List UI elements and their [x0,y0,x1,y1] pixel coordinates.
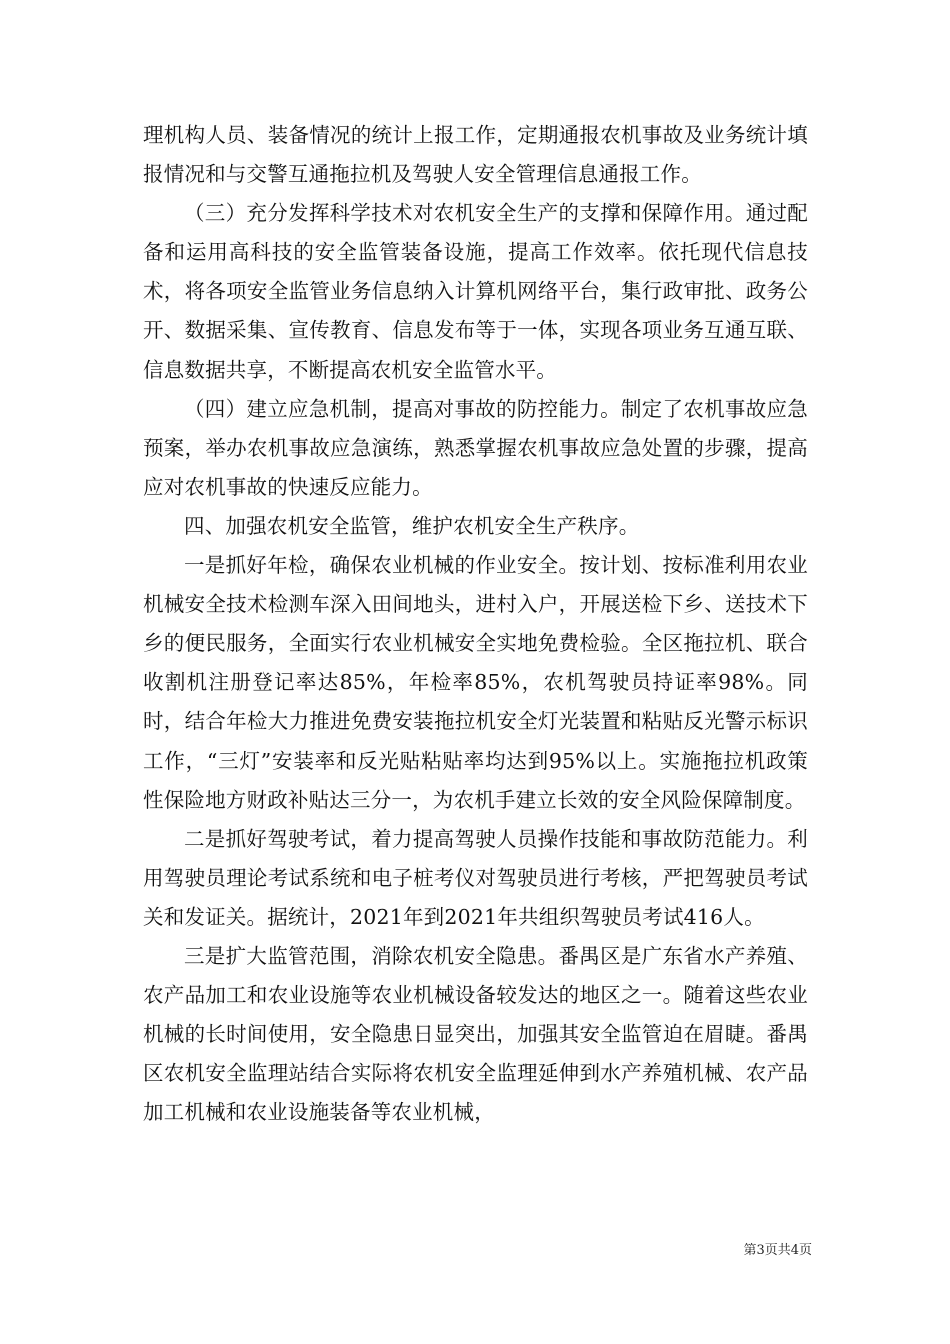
section-heading: 四、加强农机安全监管，维护农机安全生产秩序。 [184,513,640,538]
paragraph: 理机构人员、装备情况的统计上报工作，定期通报农机事故及业务统计填报情况和与交警互通拖拉机及驾驶人安全管理信息通报工作。 [143,123,808,187]
paragraph: 三是扩大监管范围，消除农机安全隐患。番禺区是广东省水产养殖、农产品加工和农业设施等农业机械设备较发达的地区之一。随着这些农业机械的长时间使用，安全隐患日显突出，加强其安全监管迫在眉睫。番禺区农机安全监理站结合实际将农机安全监理延伸到水产养殖机械、农产品加工机械和农业设施装备等农业机械， [143,943,808,1125]
paragraph: 一是抓好年检，确保农业机械的作业安全。按计划、按标准利用农业机械安全技术检测车深入田间地头，进村入户，开展送检下乡、送技术下乡的便民服务，全面实行农业机械安全实地免费检验。全区拖拉机、联合收割机注册登记率达85%，年检率85%，农机驾驶员持证率98%。同时，结合年检大力推进免费安装拖拉机安全灯光装置和粘贴反光警示标识工作，“三灯”安装率和反光贴粘贴率均达到95%以上。实施拖拉机政策性保险地方财政补贴达三分一，为农机手建立长效的安全风险保障制度。 [143,553,808,812]
paragraph: （三）充分发挥科学技术对农机安全生产的支撑和保障作用。通过配备和运用高科技的安全监管装备设施，提高工作效率。依托现代信息技术，将各项安全监管业务信息纳入计算机网络平台，集行政审批、政务公开、数据采集、宣传教育、信息发布等于一体，实现各项业务互通互联、信息数据共享，不断提高农机安全监管水平。 [143,201,808,382]
paragraph: （四）建立应急机制，提高对事故的防控能力。制定了农机事故应急预案，举办农机事故应急演练，熟悉掌握农机事故应急处置的步骤，提高应对农机事故的快速反应能力。 [143,396,808,499]
paragraph: 二是抓好驾驶考试，着力提高驾驶人员操作技能和事故防范能力。利用驾驶员理论考试系统和电子桩考仪对驾驶员进行考核，严把驾驶员考试关和发证关。据统计，2021年到2021年共组织驾驶员考试416人。 [143,826,808,929]
page-number: 第3页共4页 [743,1243,812,1258]
document-body [143,116,808,1132]
